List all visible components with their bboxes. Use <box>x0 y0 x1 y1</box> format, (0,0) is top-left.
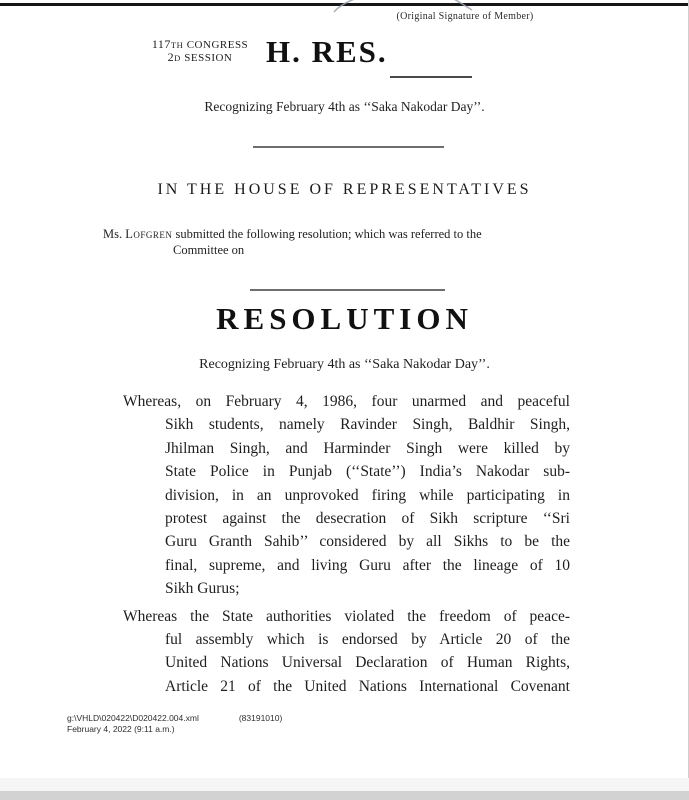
body-line: Guru Granth Sahib’’ considered by all Sikhs to be the <box>165 533 570 551</box>
congress-session-block <box>135 38 265 64</box>
footer-print-code: (83191010) <box>238 713 283 723</box>
separator-rule <box>253 146 444 148</box>
member-title: Ms. <box>103 227 126 241</box>
session-line <box>135 51 265 64</box>
submission-statement <box>103 226 581 258</box>
congress-line <box>135 38 265 51</box>
body-line: final, supreme, and living Guru after the lineage of 10 <box>165 556 570 574</box>
bottom-light-strip <box>0 778 689 791</box>
session-ordinal: D <box>174 53 181 63</box>
session-word: SESSION <box>184 52 233 64</box>
bill-type-heading: H. RES. <box>266 34 388 69</box>
body-line: Sikh students, namely Ravinder Singh, Baldhir Singh, <box>165 416 570 434</box>
body-line: Whereas, on February 4, 1986, four unarmed and peaceful <box>123 393 570 410</box>
body-line: State Police in Punjab (‘‘State’’) India’s Nakodar sub- <box>165 463 570 481</box>
body-line: Jhilman Singh, and Harminder Singh were killed by <box>165 439 570 457</box>
congress-word: CONGRESS <box>186 39 249 51</box>
submission-text: submitted the following resolution; which was referred to the <box>172 227 482 241</box>
body-line: United Nations Universal Declaration of Human Rights, <box>165 654 570 672</box>
body-line: Article 21 of the United Nations International Covenant <box>165 677 570 695</box>
resolution-title: Recognizing February 4th as ‘‘Saka Nakodar Day’’. <box>199 357 490 372</box>
bottom-gray-strip <box>0 791 689 800</box>
bill-number-blank-line <box>390 56 472 78</box>
submission-line-1 <box>103 226 581 242</box>
session-number: 2 <box>167 50 175 64</box>
footer-line-1 <box>67 713 282 724</box>
congress-ordinal: TH <box>170 40 184 50</box>
chamber-heading: IN THE HOUSE OF REPRESENTATIVES <box>157 181 532 198</box>
whereas-paragraph <box>123 605 570 699</box>
whereas-paragraph <box>123 390 570 601</box>
body-line: division, in an unprovoked firing while participating in <box>165 486 570 504</box>
measure-title: Recognizing February 4th as ‘‘Saka Nakodar Day’’. <box>204 99 485 114</box>
congress-number: 117 <box>151 37 171 51</box>
body-paragraphs <box>123 390 570 702</box>
body-line: protest against the desecration of Sikh scripture ‘‘Sri <box>165 510 570 528</box>
resolution-heading: RESOLUTION <box>216 301 473 336</box>
member-name: Lofgren <box>125 227 173 241</box>
body-line: Whereas the State authorities violated the freedom of peace- <box>123 607 570 625</box>
body-line: ful assembly which is endorsed by Article 20 of the <box>165 631 570 649</box>
footer-file-path: g:\VHLD\020422\D020422.004.xml <box>67 713 199 723</box>
separator-rule <box>250 289 445 291</box>
submission-line-2: Committee on <box>173 243 245 257</box>
signature-caption: (Original Signature of Member) <box>396 11 534 22</box>
footer-date-line: February 4, 2022 (9:11 a.m.) <box>67 723 175 734</box>
body-line: Sikh Gurus; <box>165 580 240 598</box>
document-footer <box>67 713 282 734</box>
